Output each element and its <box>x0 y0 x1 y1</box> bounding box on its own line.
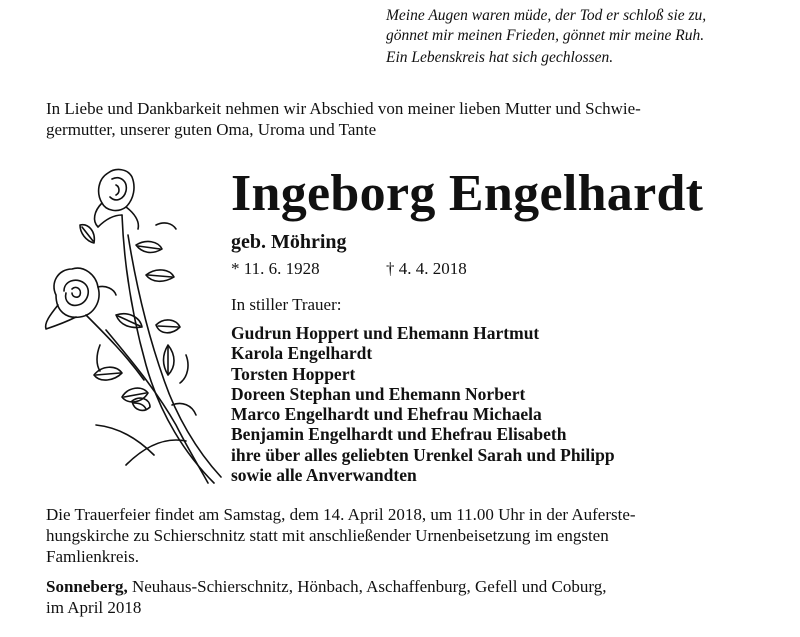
funeral-notice <box>46 504 756 567</box>
place-line-2: im April 2018 <box>46 598 142 617</box>
place-line-1 <box>46 576 756 597</box>
funeral-line-1: Die Trauerfeier findet am Samstag, dem 14. April 2018, um 11.00 Uhr in der Auferste- <box>46 505 636 524</box>
deceased-name: Ingeborg Engelhardt <box>231 165 704 222</box>
mourner-item: Torsten Hoppert <box>231 363 356 384</box>
intro-text <box>46 98 758 140</box>
mourners-list <box>231 323 615 485</box>
mourner-item: Doreen Stephan und Ehemann Norbert <box>231 383 526 404</box>
mourner-item: ihre über alles geliebten Urenkel Sarah und Philipp <box>231 444 615 465</box>
city-name: Sonneberg, <box>46 577 128 596</box>
poem-line-1: Meine Augen waren müde, der Tod er schloß sie zu, <box>386 7 707 24</box>
intro-line-2: germutter, unserer guten Oma, Uroma und Tante <box>46 120 377 139</box>
maiden-name: geb. Möhring <box>231 231 347 253</box>
funeral-line-3: Famlienkreis. <box>46 547 140 566</box>
rose-drawing <box>36 165 236 490</box>
mourner-item: Benjamin Engelhardt und Ehefrau Elisabeth <box>231 424 567 445</box>
poem <box>386 6 786 68</box>
mourning-heading: In stiller Trauer: <box>231 295 342 314</box>
mourner-item: Marco Engelhardt und Ehefrau Michaela <box>231 404 542 425</box>
life-dates <box>231 258 467 280</box>
death-date: † 4. 4. 2018 <box>386 259 467 278</box>
mourner-item: Gudrun Hoppert und Ehemann Hartmut <box>231 323 540 343</box>
place-list: Neuhaus-Schierschnitz, Hönbach, Aschaffenburg, Gefell und Coburg, <box>127 577 607 596</box>
place-date <box>46 576 756 618</box>
mourner-item: Karola Engelhardt <box>231 343 373 364</box>
funeral-line-2: hungskirche zu Schierschnitz statt mit anschließender Urnenbeisetzung im engsten <box>46 526 609 545</box>
mourner-item: sowie alle Anverwandten <box>231 465 417 486</box>
poem-line-2: gönnet mir meinen Frieden, gönnet mir meine Ruh. <box>386 27 705 44</box>
poem-line-3: Ein Lebenskreis hat sich gechlossen. <box>386 49 614 66</box>
birth-date: * 11. 6. 1928 <box>231 259 320 278</box>
intro-line-1: In Liebe und Dankbarkeit nehmen wir Abschied von meiner lieben Mutter und Schwie- <box>46 99 641 118</box>
